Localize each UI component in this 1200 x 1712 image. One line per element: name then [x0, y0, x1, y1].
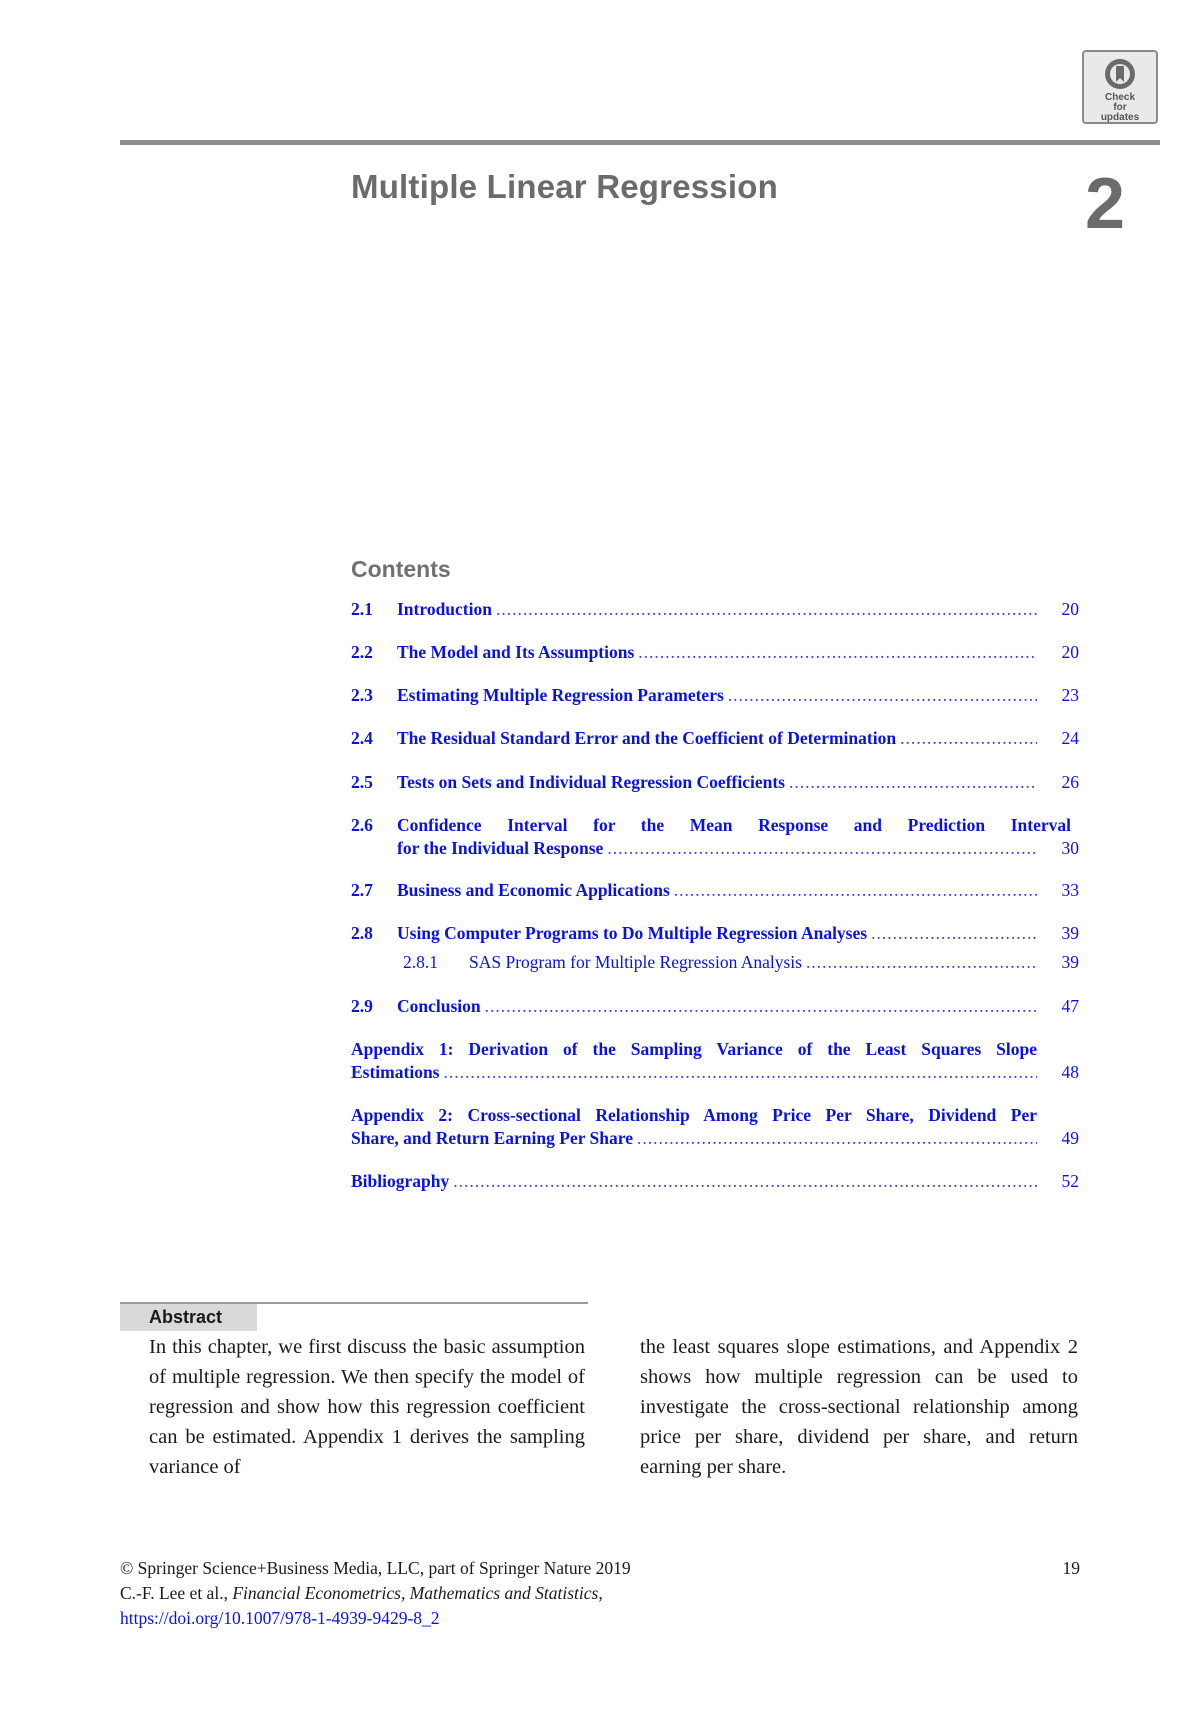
toc-title[interactable]: Conclusion — [397, 996, 481, 1016]
toc-leader-dots — [485, 995, 1037, 1018]
page-number: 19 — [1062, 1558, 1080, 1578]
bookmark-circle-icon — [1102, 56, 1138, 92]
toc-title[interactable]: Share, and Return Earning Per Share — [351, 1128, 633, 1148]
chapter-title: Multiple Linear Regression — [351, 168, 778, 205]
toc-leader-dots — [900, 727, 1037, 750]
toc-leader-dots — [674, 879, 1037, 902]
toc-page[interactable]: 52 — [1061, 1171, 1079, 1191]
doi-link[interactable]: https://doi.org/10.1007/978-1-4939-9429-8_2 — [120, 1608, 440, 1628]
toc-page[interactable]: 20 — [1061, 599, 1079, 619]
toc-entry[interactable] — [351, 922, 1079, 945]
toc-title[interactable]: Estimations — [351, 1062, 440, 1082]
toc-entry-appendix-1[interactable] — [351, 1038, 1079, 1084]
toc-number: 2.8 — [351, 923, 373, 943]
badge-label: Check for updates — [1100, 92, 1140, 123]
toc-leader-dots — [637, 1127, 1037, 1150]
toc-number: 2.9 — [351, 996, 373, 1016]
toc-title[interactable]: Tests on Sets and Individual Regression Coefficients — [397, 772, 785, 792]
toc-leader-dots — [443, 1061, 1037, 1084]
toc-leader-dots — [638, 641, 1037, 664]
table-of-contents — [351, 598, 1079, 1193]
toc-leader-dots — [496, 598, 1037, 621]
toc-entry[interactable] — [351, 771, 1079, 794]
toc-number: 2.3 — [351, 685, 373, 705]
toc-entry[interactable] — [351, 684, 1079, 707]
toc-number: 2.4 — [351, 728, 373, 748]
toc-page[interactable]: 24 — [1061, 728, 1079, 748]
toc-leader-dots — [871, 922, 1037, 945]
toc-page[interactable]: 33 — [1061, 880, 1079, 900]
toc-page[interactable]: 30 — [1061, 838, 1079, 858]
toc-entry[interactable] — [351, 598, 1079, 621]
toc-number: 2.1 — [351, 599, 373, 619]
toc-leader-dots — [789, 771, 1037, 794]
toc-title[interactable]: Using Computer Programs to Do Multiple Regression Analyses — [397, 923, 868, 943]
toc-page[interactable]: 23 — [1061, 685, 1079, 705]
toc-title-line1[interactable]: Confidence Interval for the Mean Response and Prediction Interval — [397, 815, 1071, 835]
toc-page[interactable]: 48 — [1061, 1062, 1079, 1082]
copyright-line: © Springer Science+Business Media, LLC, part of Springer Nature 2019 — [120, 1558, 631, 1578]
toc-title-line1[interactable]: Appendix 1: Derivation of the Sampling Variance of the Least Squares Slope — [351, 1039, 1037, 1059]
toc-leader-dots — [806, 951, 1037, 974]
toc-title[interactable]: SAS Program for Multiple Regression Analysis — [469, 952, 802, 972]
citation-line — [120, 1581, 631, 1606]
toc-page[interactable]: 39 — [1061, 952, 1079, 972]
abstract-label: Abstract — [120, 1304, 257, 1331]
toc-page[interactable]: 49 — [1061, 1128, 1079, 1148]
toc-entry[interactable] — [351, 814, 1079, 860]
toc-title[interactable]: Estimating Multiple Regression Parameters — [397, 685, 724, 705]
abstract-text-right: the least squares slope estimations, and Appendix 2 shows how multiple regression can be used to investigate the cross-sectional relationship among price per share, dividend per share, and return earning per share. — [640, 1336, 1078, 1478]
toc-number: 2.6 — [351, 815, 373, 835]
toc-entry[interactable] — [351, 995, 1079, 1018]
toc-entry[interactable] — [351, 641, 1079, 664]
header-rule — [120, 140, 1160, 145]
toc-title-line1[interactable]: Appendix 2: Cross-sectional Relationship Among Price Per Share, Dividend Per — [351, 1105, 1037, 1125]
toc-title[interactable]: Business and Economic Applications — [397, 880, 670, 900]
toc-entry[interactable] — [351, 879, 1079, 902]
toc-page[interactable]: 20 — [1061, 642, 1079, 662]
toc-number: 2.7 — [351, 880, 373, 900]
citation-authors: C.-F. Lee et al., — [120, 1583, 228, 1603]
toc-entry[interactable] — [351, 727, 1079, 750]
footer — [120, 1556, 631, 1631]
toc-entry-appendix-2[interactable] — [351, 1104, 1079, 1150]
citation-book-title: Financial Econometrics, Mathematics and Statistics, — [232, 1583, 603, 1603]
toc-leader-dots — [607, 837, 1037, 860]
abstract-text-left: In this chapter, we first discuss the basic assumption of multiple regression. We then specify the model of regression and show how this regression coefficient can be estimated. Appendix 1 derives the sampling variance of — [149, 1336, 585, 1478]
check-for-updates-badge[interactable] — [1082, 50, 1158, 124]
toc-entry-bibliography[interactable] — [351, 1170, 1079, 1193]
toc-page[interactable]: 39 — [1061, 923, 1079, 943]
toc-leader-dots — [453, 1170, 1037, 1193]
toc-title[interactable]: The Model and Its Assumptions — [397, 642, 635, 662]
toc-page[interactable]: 47 — [1061, 996, 1079, 1016]
toc-number: 2.8.1 — [403, 952, 438, 972]
toc-leader-dots — [728, 684, 1037, 707]
toc-title[interactable]: The Residual Standard Error and the Coefficient of Determination — [397, 728, 897, 748]
toc-page[interactable]: 26 — [1061, 772, 1079, 792]
contents-heading: Contents — [351, 556, 451, 582]
toc-number: 2.2 — [351, 642, 373, 662]
toc-title[interactable]: for the Individual Response — [397, 838, 604, 858]
toc-number: 2.5 — [351, 772, 373, 792]
toc-title[interactable]: Introduction — [397, 599, 492, 619]
toc-title[interactable]: Bibliography — [351, 1171, 450, 1191]
chapter-number: 2 — [1085, 164, 1126, 244]
toc-subentry[interactable] — [351, 951, 1079, 974]
